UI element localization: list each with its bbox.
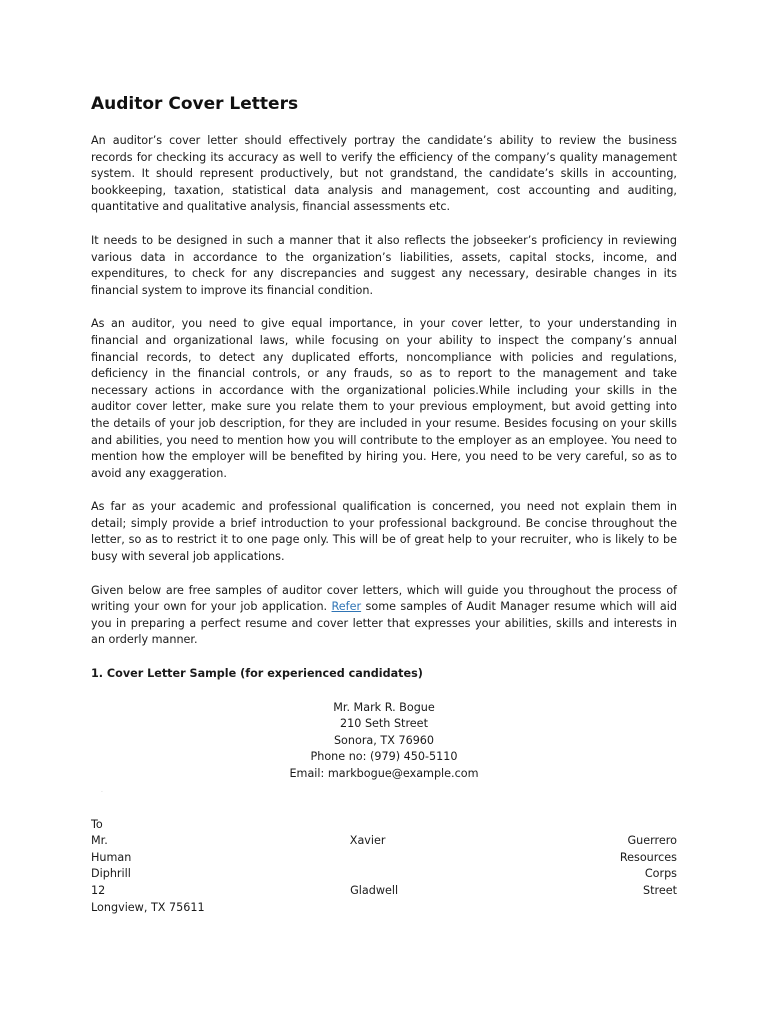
sender-email: Email: markbogue@example.com <box>289 767 479 780</box>
sender-city: Sonora, TX 76960 <box>333 733 435 747</box>
paragraph-qualification: As far as your academic and professional qualification is concerned, you need not explain them in detail; simply provide a brief introduction to your professional background. Be concise throughout the letter, so as to restrict it to one page only. This will be of great help to your recruiter, who is likely to be busy with several job applications. <box>91 500 677 564</box>
recipient-cell: Diphrill <box>91 867 131 881</box>
document-page <box>91 93 677 916</box>
recipient-row <box>91 883 677 900</box>
paragraph-samples <box>91 583 677 649</box>
recipient-cell: Guerrero <box>627 834 677 848</box>
recipient-cell: Human <box>91 850 132 864</box>
recipient-cell: Gladwell <box>350 883 399 897</box>
sender-name: Mr. Mark R. Bogue <box>333 700 435 714</box>
sender-phone: Phone no: (979) 450-5110 <box>310 750 458 764</box>
recipient-cell: 12 <box>91 883 106 897</box>
recipient-row <box>91 833 677 850</box>
recipient-address <box>91 817 677 917</box>
recipient-to: To <box>91 817 103 831</box>
recipient-row <box>91 866 677 883</box>
paragraph-design: It needs to be designed in such a manner that it also reflects the jobseeker’s proficiency in reviewing various data in accordance to the organization’s liabilities, assets, capital stocks, income, and expenditures, to check for any discrepancies and suggest any necessary, desirable changes in its financial system to improve its financial condition. <box>91 233 677 297</box>
samples-text-before: Given below are free samples of auditor cover letters, which will guide you throughout the process of writing your own for your job application. <box>91 583 677 614</box>
paragraph-intro: An auditor’s cover letter should effectively portray the candidate’s ability to review the business records for checking its accuracy as well to verify the efficiency of the company’s quality management system. It should represent productively, but not grandstand, the candidate’s skills in accounting, bookkeeping, taxation, statistical data analysis and management, cost accounting and auditing, quantitative and qualitative analysis, financial assessments etc. <box>91 134 677 214</box>
recipient-cell: Resources <box>619 850 677 864</box>
page-title: Auditor Cover Letters <box>91 94 299 114</box>
speck-mark: · <box>101 788 103 796</box>
samples-text-after: some samples of Audit Manager resume which will aid you in preparing a perfect resume and cover letter that expresses your abilities, skills and interests in an orderly manner. <box>91 600 677 647</box>
recipient-cell: Xavier <box>349 834 386 848</box>
recipient-cell: Mr. <box>91 834 108 848</box>
section-heading: 1. Cover Letter Sample (for experienced candidates) <box>91 667 423 681</box>
sender-street: 210 Seth Street <box>340 717 428 731</box>
sender-address <box>91 700 677 783</box>
recipient-cell: Street <box>642 883 677 897</box>
recipient-city: Longview, TX 75611 <box>91 900 205 914</box>
paragraph-importance: As an auditor, you need to give equal importance, in your cover letter, to your understanding in financial and organizational laws, while focusing on your ability to inspect the company’s annual financial records, to detect any duplicated efforts, noncompliance with policies and regulations, deficiency in the financial controls, or any frauds, so as to report to the management and take necessary actions in accordance with the organizational policies.While including your skills in the auditor cover letter, make sure you relate them to your previous employment, but avoid getting into the details of your job description, for they are included in your resume. Besides focusing on your skills and abilities, you need to mention how you will contribute to the employer as an employee. You need to mention how the employer will be benefited by hiring you. Here, you need to be very careful, so as to avoid any exaggeration. <box>91 317 677 480</box>
speck <box>91 783 677 801</box>
recipient-row <box>91 850 677 867</box>
refer-link[interactable]: Refer <box>331 600 362 614</box>
recipient-cell: Corps <box>644 867 677 881</box>
